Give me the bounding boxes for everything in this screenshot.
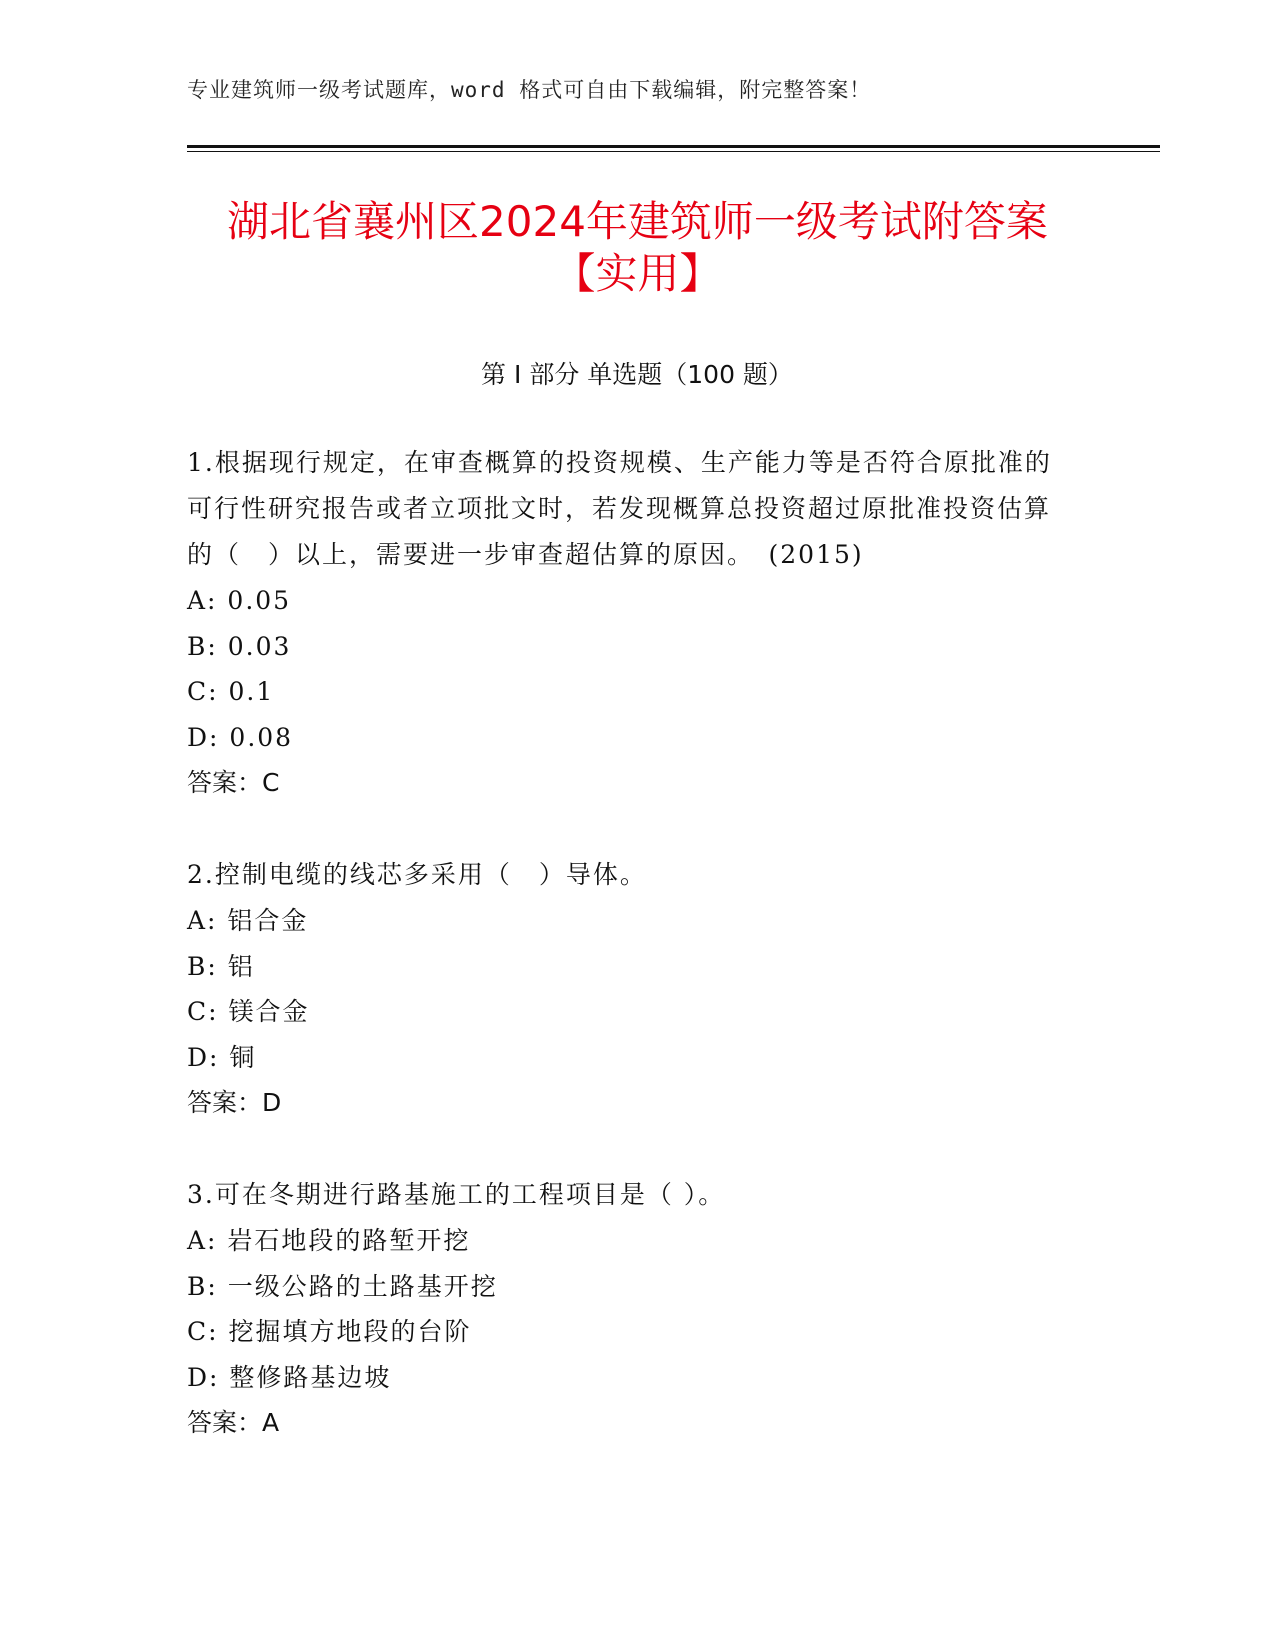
option-b: B: 铝	[187, 951, 255, 981]
document-title	[120, 196, 1155, 300]
option-d: D: 铜	[187, 1042, 257, 1072]
answer: 答案：D	[187, 1088, 282, 1117]
option-d: D: 整修路基边坡	[187, 1362, 392, 1392]
question-list	[187, 440, 1067, 1492]
question-1	[187, 440, 1067, 806]
document-title-line-1: 湖北省襄州区2024年建筑师一级考试附答案	[227, 197, 1048, 246]
header-rule-thick	[187, 145, 1160, 148]
option-a: A: 铝合金	[187, 906, 309, 935]
question-2	[187, 852, 1067, 1126]
option-b: B: 0.03	[187, 631, 292, 661]
option-c: C: 镁合金	[187, 997, 310, 1026]
option-c: C: 0.1	[187, 677, 275, 706]
option-c: C: 挖掘填方地段的台阶	[187, 1317, 472, 1346]
option-b: B: 一级公路的土路基开挖	[187, 1271, 498, 1301]
option-d: D: 0.08	[187, 722, 294, 752]
document-title-line-2: 【实用】	[553, 249, 722, 298]
option-a: A: 0.05	[187, 586, 292, 615]
question-stem: 1.根据现行规定，在审查概算的投资规模、生产能力等是否符合原批准的可行性研究报告或者立项批文时，若发现概算总投资超过原批准投资估算的（ ）以上，需要进一步审查超估算的原因。 (2015)	[187, 448, 1052, 569]
question-stem: 2.控制电缆的线芯多采用（ ）导体。	[187, 860, 647, 889]
answer: 答案：A	[187, 1408, 280, 1437]
answer: 答案：C	[187, 768, 280, 797]
header-rule-thin	[187, 151, 1160, 152]
question-3	[187, 1172, 1067, 1446]
question-stem: 3.可在冬期进行路基施工的工程项目是（ ）。	[187, 1180, 726, 1209]
header-note: 专业建筑师一级考试题库，word 格式可自由下载编辑，附完整答案！	[187, 78, 872, 102]
section-title: 第 I 部分 单选题（100 题）	[481, 360, 793, 389]
option-a: A: 岩石地段的路堑开挖	[187, 1226, 471, 1255]
